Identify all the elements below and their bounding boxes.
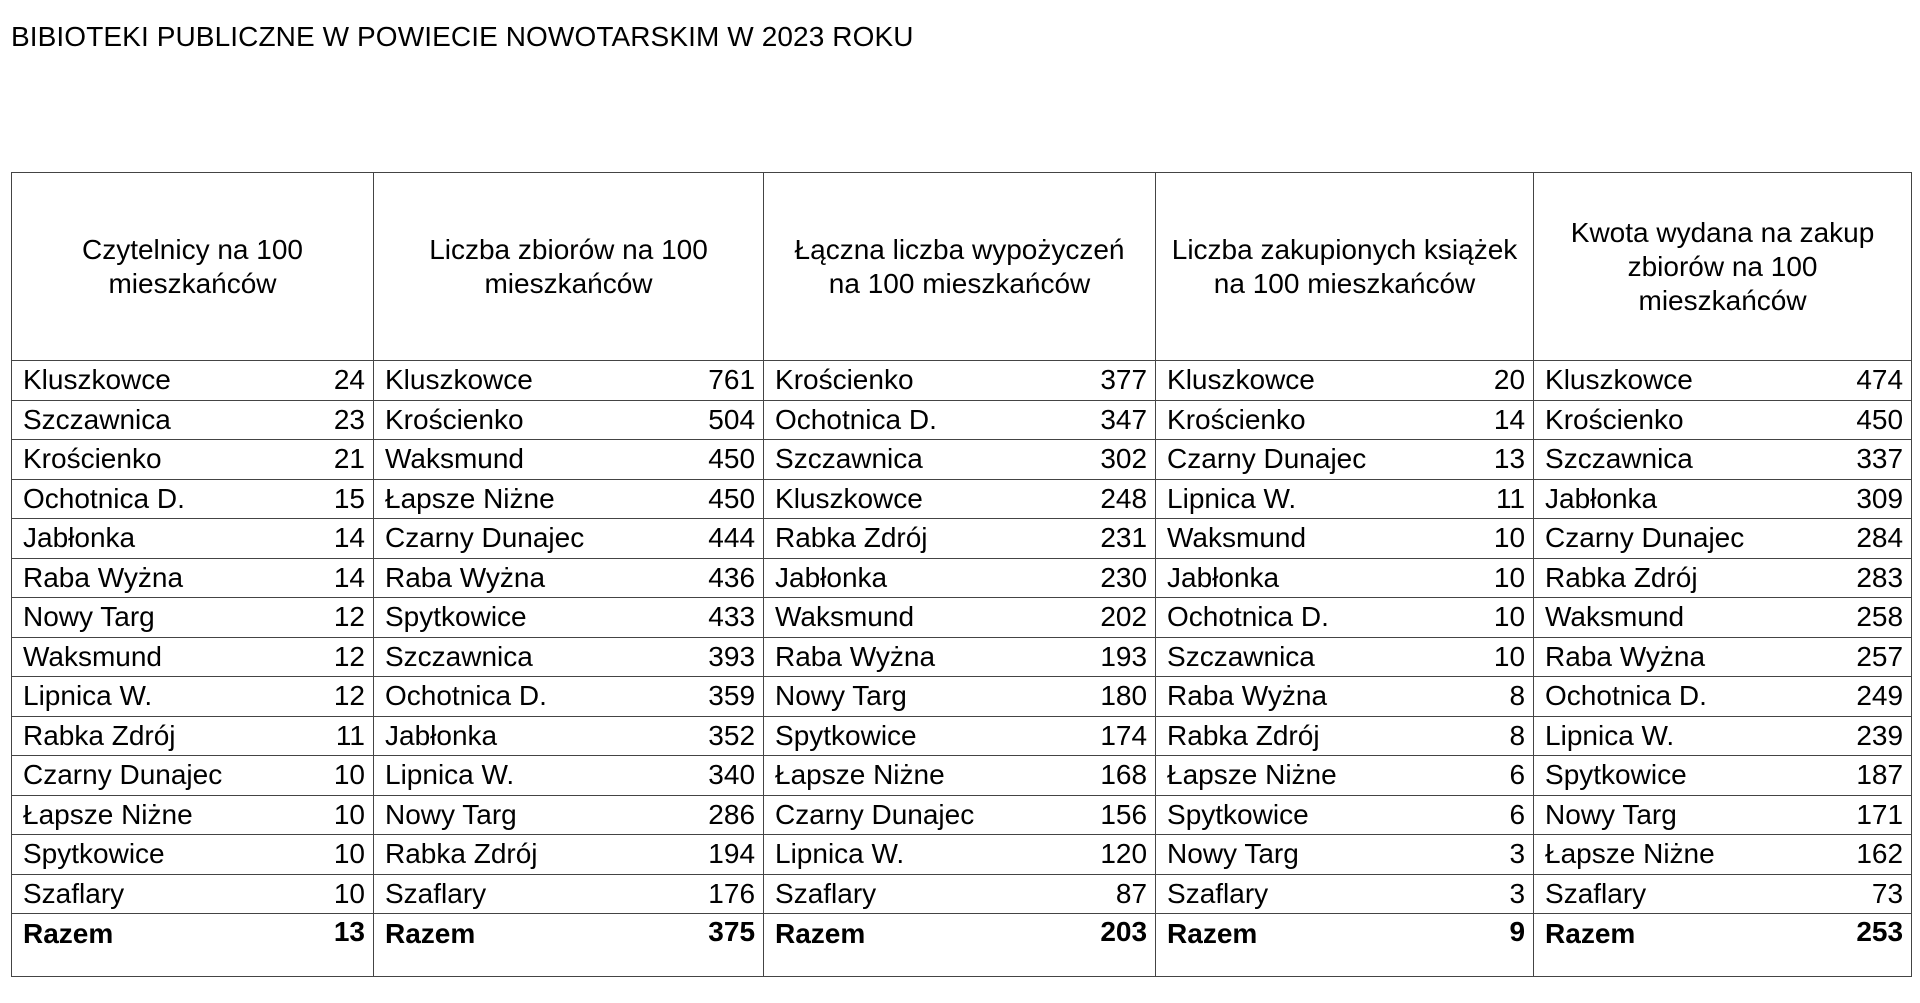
- stat-value: 340: [686, 756, 764, 796]
- table-row: [12, 558, 1912, 598]
- municipality-name: Spytkowice: [12, 835, 297, 875]
- municipality-name: Szczawnica: [1156, 637, 1461, 677]
- column-header: Liczba zbiorów na 100 mieszkańców: [374, 173, 764, 361]
- stat-value: 202: [1081, 598, 1156, 638]
- municipality-name: Czarny Dunajec: [1534, 519, 1836, 559]
- stat-value: 302: [1081, 440, 1156, 480]
- stat-value: 337: [1836, 440, 1912, 480]
- municipality-name: Szczawnica: [1534, 440, 1836, 480]
- stat-value: 12: [297, 677, 374, 717]
- stat-value: 10: [297, 835, 374, 875]
- municipality-name: Jabłonka: [374, 716, 686, 756]
- municipality-name: Kluszkowce: [1156, 361, 1461, 401]
- table-row: [12, 479, 1912, 519]
- column-header: Czytelnicy na 100 mieszkańców: [12, 173, 374, 361]
- stat-value: 3: [1461, 874, 1534, 914]
- stat-value: 10: [297, 756, 374, 796]
- stat-value: 393: [686, 637, 764, 677]
- municipality-name: Raba Wyżna: [374, 558, 686, 598]
- municipality-name: Waksmund: [374, 440, 686, 480]
- total-label: Razem: [1534, 914, 1836, 977]
- municipality-name: Waksmund: [764, 598, 1081, 638]
- stat-value: 162: [1836, 835, 1912, 875]
- column-header: Łączna liczba wypożyczeń na 100 mieszkańców: [764, 173, 1156, 361]
- stat-value: 23: [297, 400, 374, 440]
- stat-value: 450: [686, 440, 764, 480]
- stat-value: 13: [1461, 440, 1534, 480]
- stat-value: 8: [1461, 716, 1534, 756]
- stat-value: 193: [1081, 637, 1156, 677]
- stat-value: 761: [686, 361, 764, 401]
- municipality-name: Czarny Dunajec: [1156, 440, 1461, 480]
- total-row: [12, 914, 1912, 977]
- table-row: [12, 835, 1912, 875]
- total-label: Razem: [764, 914, 1081, 977]
- stat-value: 230: [1081, 558, 1156, 598]
- total-label: Razem: [12, 914, 297, 977]
- stat-value: 14: [1461, 400, 1534, 440]
- municipality-name: Lipnica W.: [1156, 479, 1461, 519]
- municipality-name: Raba Wyżna: [764, 637, 1081, 677]
- municipality-name: Szaflary: [374, 874, 686, 914]
- total-label: Razem: [374, 914, 686, 977]
- municipality-name: Waksmund: [12, 637, 297, 677]
- municipality-name: Łapsze Niżne: [764, 756, 1081, 796]
- municipality-name: Kluszkowce: [374, 361, 686, 401]
- municipality-name: Jabłonka: [764, 558, 1081, 598]
- stat-value: 309: [1836, 479, 1912, 519]
- municipality-name: Ochotnica D.: [1534, 677, 1836, 717]
- municipality-name: Lipnica W.: [374, 756, 686, 796]
- stat-value: 3: [1461, 835, 1534, 875]
- municipality-name: Nowy Targ: [1156, 835, 1461, 875]
- stat-value: 450: [686, 479, 764, 519]
- municipality-name: Spytkowice: [1156, 795, 1461, 835]
- municipality-name: Lipnica W.: [764, 835, 1081, 875]
- municipality-name: Krościenko: [1534, 400, 1836, 440]
- table-row: [12, 677, 1912, 717]
- municipality-name: Rabka Zdrój: [12, 716, 297, 756]
- municipality-name: Spytkowice: [1534, 756, 1836, 796]
- municipality-name: Waksmund: [1156, 519, 1461, 559]
- municipality-name: Ochotnica D.: [1156, 598, 1461, 638]
- municipality-name: Kluszkowce: [12, 361, 297, 401]
- stat-value: 10: [1461, 637, 1534, 677]
- stat-value: 11: [1461, 479, 1534, 519]
- municipality-name: Rabka Zdrój: [1156, 716, 1461, 756]
- municipality-name: Ochotnica D.: [764, 400, 1081, 440]
- stat-value: 433: [686, 598, 764, 638]
- municipality-name: Ochotnica D.: [374, 677, 686, 717]
- municipality-name: Jabłonka: [1534, 479, 1836, 519]
- stat-value: 180: [1081, 677, 1156, 717]
- stat-value: 176: [686, 874, 764, 914]
- total-value: 13: [297, 914, 374, 977]
- stat-value: 284: [1836, 519, 1912, 559]
- municipality-name: Krościenko: [1156, 400, 1461, 440]
- stat-value: 20: [1461, 361, 1534, 401]
- table-row: [12, 361, 1912, 401]
- stat-value: 87: [1081, 874, 1156, 914]
- municipality-name: Szaflary: [1534, 874, 1836, 914]
- municipality-name: Nowy Targ: [764, 677, 1081, 717]
- stat-value: 257: [1836, 637, 1912, 677]
- stat-value: 347: [1081, 400, 1156, 440]
- table-row: [12, 637, 1912, 677]
- municipality-name: Rabka Zdrój: [1534, 558, 1836, 598]
- municipality-name: Szaflary: [764, 874, 1081, 914]
- municipality-name: Lipnica W.: [1534, 716, 1836, 756]
- municipality-name: Raba Wyżna: [12, 558, 297, 598]
- table-row: [12, 795, 1912, 835]
- municipality-name: Raba Wyżna: [1534, 637, 1836, 677]
- library-stats-table: [11, 172, 1912, 977]
- stat-value: 120: [1081, 835, 1156, 875]
- municipality-name: Lipnica W.: [12, 677, 297, 717]
- stat-value: 258: [1836, 598, 1912, 638]
- stat-value: 194: [686, 835, 764, 875]
- stat-value: 10: [297, 795, 374, 835]
- stat-value: 11: [297, 716, 374, 756]
- stat-value: 436: [686, 558, 764, 598]
- municipality-name: Krościenko: [764, 361, 1081, 401]
- column-header: Liczba zakupionych książek na 100 mieszkańców: [1156, 173, 1534, 361]
- stat-value: 14: [297, 519, 374, 559]
- table-row: [12, 519, 1912, 559]
- stat-value: 444: [686, 519, 764, 559]
- stat-value: 248: [1081, 479, 1156, 519]
- stat-value: 283: [1836, 558, 1912, 598]
- municipality-name: Szaflary: [1156, 874, 1461, 914]
- stat-value: 6: [1461, 795, 1534, 835]
- table-header-row: [12, 173, 1912, 361]
- stat-value: 10: [1461, 519, 1534, 559]
- municipality-name: Spytkowice: [374, 598, 686, 638]
- stat-value: 450: [1836, 400, 1912, 440]
- stat-value: 10: [1461, 598, 1534, 638]
- table-row: [12, 400, 1912, 440]
- stat-value: 359: [686, 677, 764, 717]
- municipality-name: Nowy Targ: [374, 795, 686, 835]
- total-value: 203: [1081, 914, 1156, 977]
- stat-value: 474: [1836, 361, 1912, 401]
- stat-value: 6: [1461, 756, 1534, 796]
- document-title: BIBIOTEKI PUBLICZNE W POWIECIE NOWOTARSKIM W 2023 ROKU: [11, 21, 914, 52]
- municipality-name: Czarny Dunajec: [764, 795, 1081, 835]
- municipality-name: Jabłonka: [12, 519, 297, 559]
- table-row: [12, 440, 1912, 480]
- municipality-name: Jabłonka: [1156, 558, 1461, 598]
- municipality-name: Łapsze Niżne: [1156, 756, 1461, 796]
- stat-value: 352: [686, 716, 764, 756]
- municipality-name: Rabka Zdrój: [764, 519, 1081, 559]
- table-row: [12, 874, 1912, 914]
- stat-value: 8: [1461, 677, 1534, 717]
- stat-value: 14: [297, 558, 374, 598]
- column-header: Kwota wydana na zakup zbiorów na 100 mieszkańców: [1534, 173, 1912, 361]
- stat-value: 187: [1836, 756, 1912, 796]
- municipality-name: Łapsze Niżne: [1534, 835, 1836, 875]
- municipality-name: Łapsze Niżne: [374, 479, 686, 519]
- municipality-name: Czarny Dunajec: [12, 756, 297, 796]
- stat-value: 504: [686, 400, 764, 440]
- stat-value: 171: [1836, 795, 1912, 835]
- municipality-name: Waksmund: [1534, 598, 1836, 638]
- stat-value: 156: [1081, 795, 1156, 835]
- stat-value: 249: [1836, 677, 1912, 717]
- municipality-name: Kluszkowce: [764, 479, 1081, 519]
- total-value: 9: [1461, 914, 1534, 977]
- municipality-name: Krościenko: [374, 400, 686, 440]
- table-row: [12, 598, 1912, 638]
- stat-value: 73: [1836, 874, 1912, 914]
- stat-value: 10: [1461, 558, 1534, 598]
- stat-value: 377: [1081, 361, 1156, 401]
- table-row: [12, 756, 1912, 796]
- municipality-name: Kluszkowce: [1534, 361, 1836, 401]
- stat-value: 10: [297, 874, 374, 914]
- stat-value: 168: [1081, 756, 1156, 796]
- municipality-name: Łapsze Niżne: [12, 795, 297, 835]
- stat-value: 12: [297, 637, 374, 677]
- municipality-name: Ochotnica D.: [12, 479, 297, 519]
- total-label: Razem: [1156, 914, 1461, 977]
- stat-value: 239: [1836, 716, 1912, 756]
- municipality-name: Szaflary: [12, 874, 297, 914]
- stat-value: 24: [297, 361, 374, 401]
- municipality-name: Spytkowice: [764, 716, 1081, 756]
- stat-value: 174: [1081, 716, 1156, 756]
- municipality-name: Nowy Targ: [12, 598, 297, 638]
- stat-value: 21: [297, 440, 374, 480]
- municipality-name: Szczawnica: [12, 400, 297, 440]
- total-value: 253: [1836, 914, 1912, 977]
- municipality-name: Krościenko: [12, 440, 297, 480]
- municipality-name: Szczawnica: [374, 637, 686, 677]
- municipality-name: Rabka Zdrój: [374, 835, 686, 875]
- municipality-name: Raba Wyżna: [1156, 677, 1461, 717]
- stat-value: 12: [297, 598, 374, 638]
- municipality-name: Szczawnica: [764, 440, 1081, 480]
- table-row: [12, 716, 1912, 756]
- municipality-name: Nowy Targ: [1534, 795, 1836, 835]
- total-value: 375: [686, 914, 764, 977]
- stat-value: 15: [297, 479, 374, 519]
- stat-value: 286: [686, 795, 764, 835]
- stat-value: 231: [1081, 519, 1156, 559]
- municipality-name: Czarny Dunajec: [374, 519, 686, 559]
